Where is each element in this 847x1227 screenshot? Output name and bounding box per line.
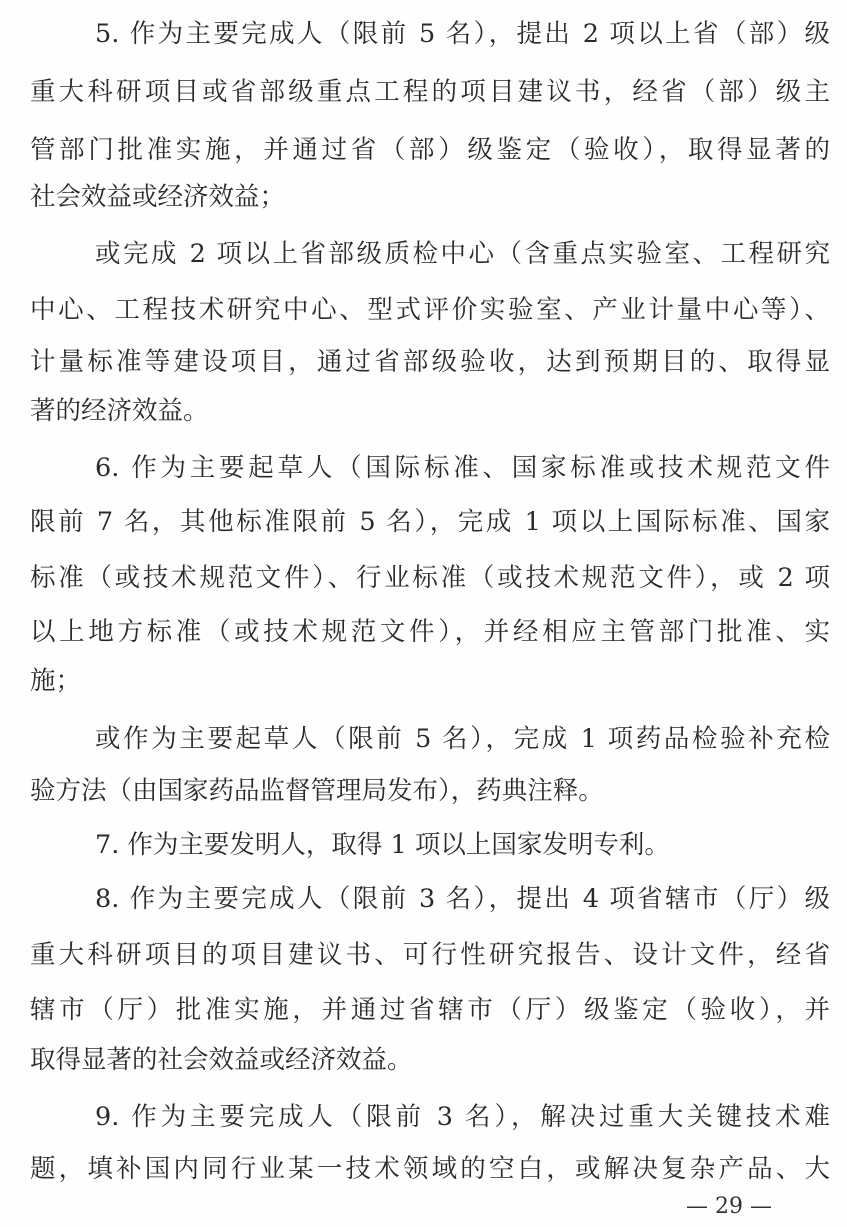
text-line: 8. 作为主要完成人（限前 3 名），提出 4 项省辖市（厅）级 <box>95 884 830 914</box>
text-line: 施； <box>30 666 82 696</box>
text-line: 题，填补国内同行业某一技术领域的空白，或解决复杂产品、大 <box>30 1154 830 1184</box>
text-line: 管部门批准实施，并通过省（部）级鉴定（验收），取得显著的 <box>30 135 830 165</box>
text-line: 辖市（厅）批准实施，并通过省辖市（厅）级鉴定（验收），并 <box>30 995 830 1025</box>
text-line: 或完成 2 项以上省部级质检中心（含重点实验室、工程研究 <box>95 239 830 269</box>
text-line: 重大科研项目的项目建议书、可行性研究报告、设计文件，经省 <box>30 940 830 970</box>
text-line: 标准（或技术规范文件）、行业标准（或技术规范文件），或 2 项 <box>30 563 830 593</box>
text-line: 社会效益或经济效益； <box>30 182 286 212</box>
text-line: 6. 作为主要起草人（国际标准、国家标准或技术规范文件 <box>95 453 830 483</box>
text-line: 限前 7 名，其他标准限前 5 名），完成 1 项以上国际标准、国家 <box>30 507 830 537</box>
text-line: 5. 作为主要完成人（限前 5 名），提出 2 项以上省（部）级 <box>95 19 830 49</box>
text-line: 以上地方标准（或技术规范文件），并经相应主管部门批准、实 <box>30 617 830 647</box>
text-line: 9. 作为主要完成人（限前 3 名），解决过重大关键技术难 <box>95 1102 830 1132</box>
text-line: 计量标准等建设项目，通过省部级验收，达到预期目的、取得显 <box>30 347 830 377</box>
text-line: 中心、工程技术研究中心、型式评价实验室、产业计量中心等）、 <box>30 295 830 325</box>
text-line: 或作为主要起草人（限前 5 名），完成 1 项药品检验补充检 <box>95 724 830 754</box>
text-line: 取得显著的社会效益或经济效益。 <box>30 1045 413 1075</box>
text-line: 著的经济效益。 <box>30 396 209 426</box>
page-number: — 29 — <box>686 1194 772 1219</box>
text-line: 验方法（由国家药品监督管理局发布），药典注释。 <box>30 776 604 806</box>
text-line: 7. 作为主要发明人，取得 1 项以上国家发明专利。 <box>95 830 670 860</box>
text-line: 重大科研项目或省部级重点工程的项目建议书，经省（部）级主 <box>30 77 830 107</box>
